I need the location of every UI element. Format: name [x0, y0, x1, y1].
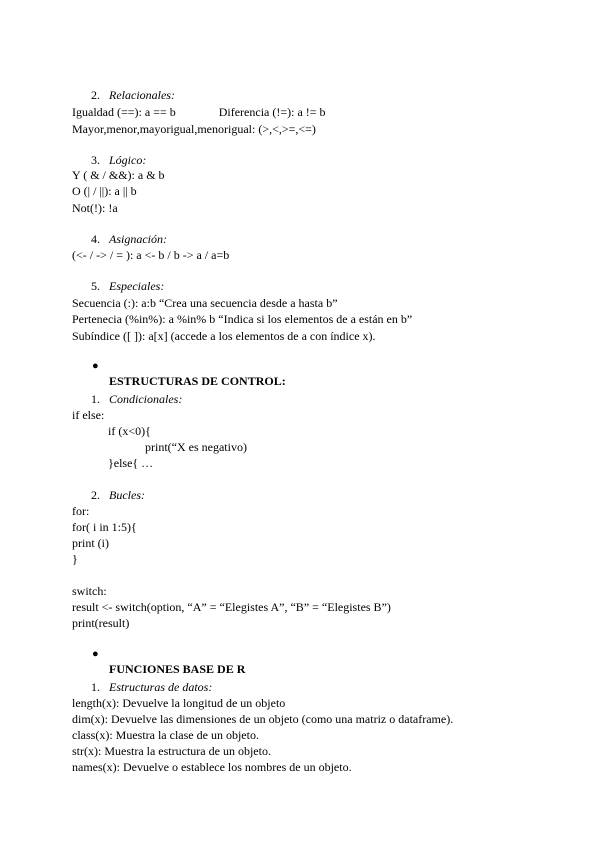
heading-text: Asignación:: [109, 232, 167, 246]
heading-especiales: [91, 279, 165, 293]
heading-condicionales: [91, 392, 183, 406]
code-line: print(result): [72, 616, 130, 630]
text-igualdad: Igualdad (==): a == b: [72, 105, 176, 119]
code-line: result <- switch(option, “A” = “Elegistes A”, “B” = “Elegistes B”): [72, 600, 391, 614]
function-line: length(x): Devuelve la longitud de un objeto: [72, 696, 286, 710]
heading-text: Condicionales:: [109, 392, 183, 406]
heading-text: Estructuras de datos:: [109, 680, 213, 694]
line-mayor-menor: Mayor,menor,mayorigual,menorigual: (>,<,>=,<=): [72, 122, 316, 136]
code-line: for( i in 1:5){: [72, 520, 137, 534]
line-not: Not(!): !a: [72, 201, 118, 215]
heading-relacionales: [91, 88, 175, 102]
line-subindice: Subíndice ([ ]): a[x] (accede a los elementos de a con índice x).: [72, 329, 376, 343]
heading-asignacion: [91, 232, 167, 246]
function-line: dim(x): Devuelve las dimensiones de un objeto (como una matriz o dataframe).: [72, 712, 454, 726]
heading-number: 3.: [91, 153, 100, 167]
code-line: }: [72, 552, 78, 566]
function-line: class(x): Muestra la clase de un objeto.: [72, 728, 259, 742]
line-o: O (| / ||): a || b: [72, 184, 137, 198]
section-title: FUNCIONES BASE DE R: [109, 662, 246, 676]
heading-number: 1.: [91, 680, 100, 694]
line-secuencia: Secuencia (:): a:b “Crea una secuencia desde a hasta b”: [72, 296, 338, 310]
heading-text: Bucles:: [109, 488, 145, 502]
code-line: print(“X es negativo): [145, 440, 247, 454]
code-line: if else:: [72, 408, 105, 422]
code-line: if (x<0){: [108, 424, 151, 438]
line-igualdad: [72, 105, 326, 119]
line-y: Y ( & / &&): a & b: [72, 168, 165, 182]
code-line: }else{ …: [108, 456, 154, 470]
text-diferencia: Diferencia (!=): a != b: [218, 105, 326, 119]
line-asignacion: (<- / -> / = ): a <- b / b -> a / a=b: [72, 248, 230, 262]
bullet-icon: ●: [92, 648, 99, 660]
code-line: switch:: [72, 584, 107, 598]
heading-text: Relacionales:: [109, 88, 175, 102]
code-line: print (i): [72, 536, 109, 550]
heading-estructuras-datos: [91, 680, 213, 694]
heading-text: Especiales:: [109, 279, 165, 293]
heading-number: 2.: [91, 488, 100, 502]
heading-text: Lógico:: [109, 153, 147, 167]
heading-bucles: [91, 488, 145, 502]
heading-number: 2.: [91, 88, 100, 102]
section-title: ESTRUCTURAS DE CONTROL:: [109, 374, 286, 388]
heading-number: 1.: [91, 392, 100, 406]
heading-number: 4.: [91, 232, 100, 246]
code-line: for:: [72, 504, 90, 518]
line-pertenecia: Pertenecia (%in%): a %in% b “Indica si los elementos de a están en b”: [72, 312, 413, 326]
function-line: str(x): Muestra la estructura de un objeto.: [72, 744, 271, 758]
heading-logico: [91, 153, 147, 167]
function-line: names(x): Devuelve o establece los nombres de un objeto.: [72, 760, 352, 774]
bullet-icon: ●: [92, 360, 99, 372]
heading-number: 5.: [91, 279, 100, 293]
